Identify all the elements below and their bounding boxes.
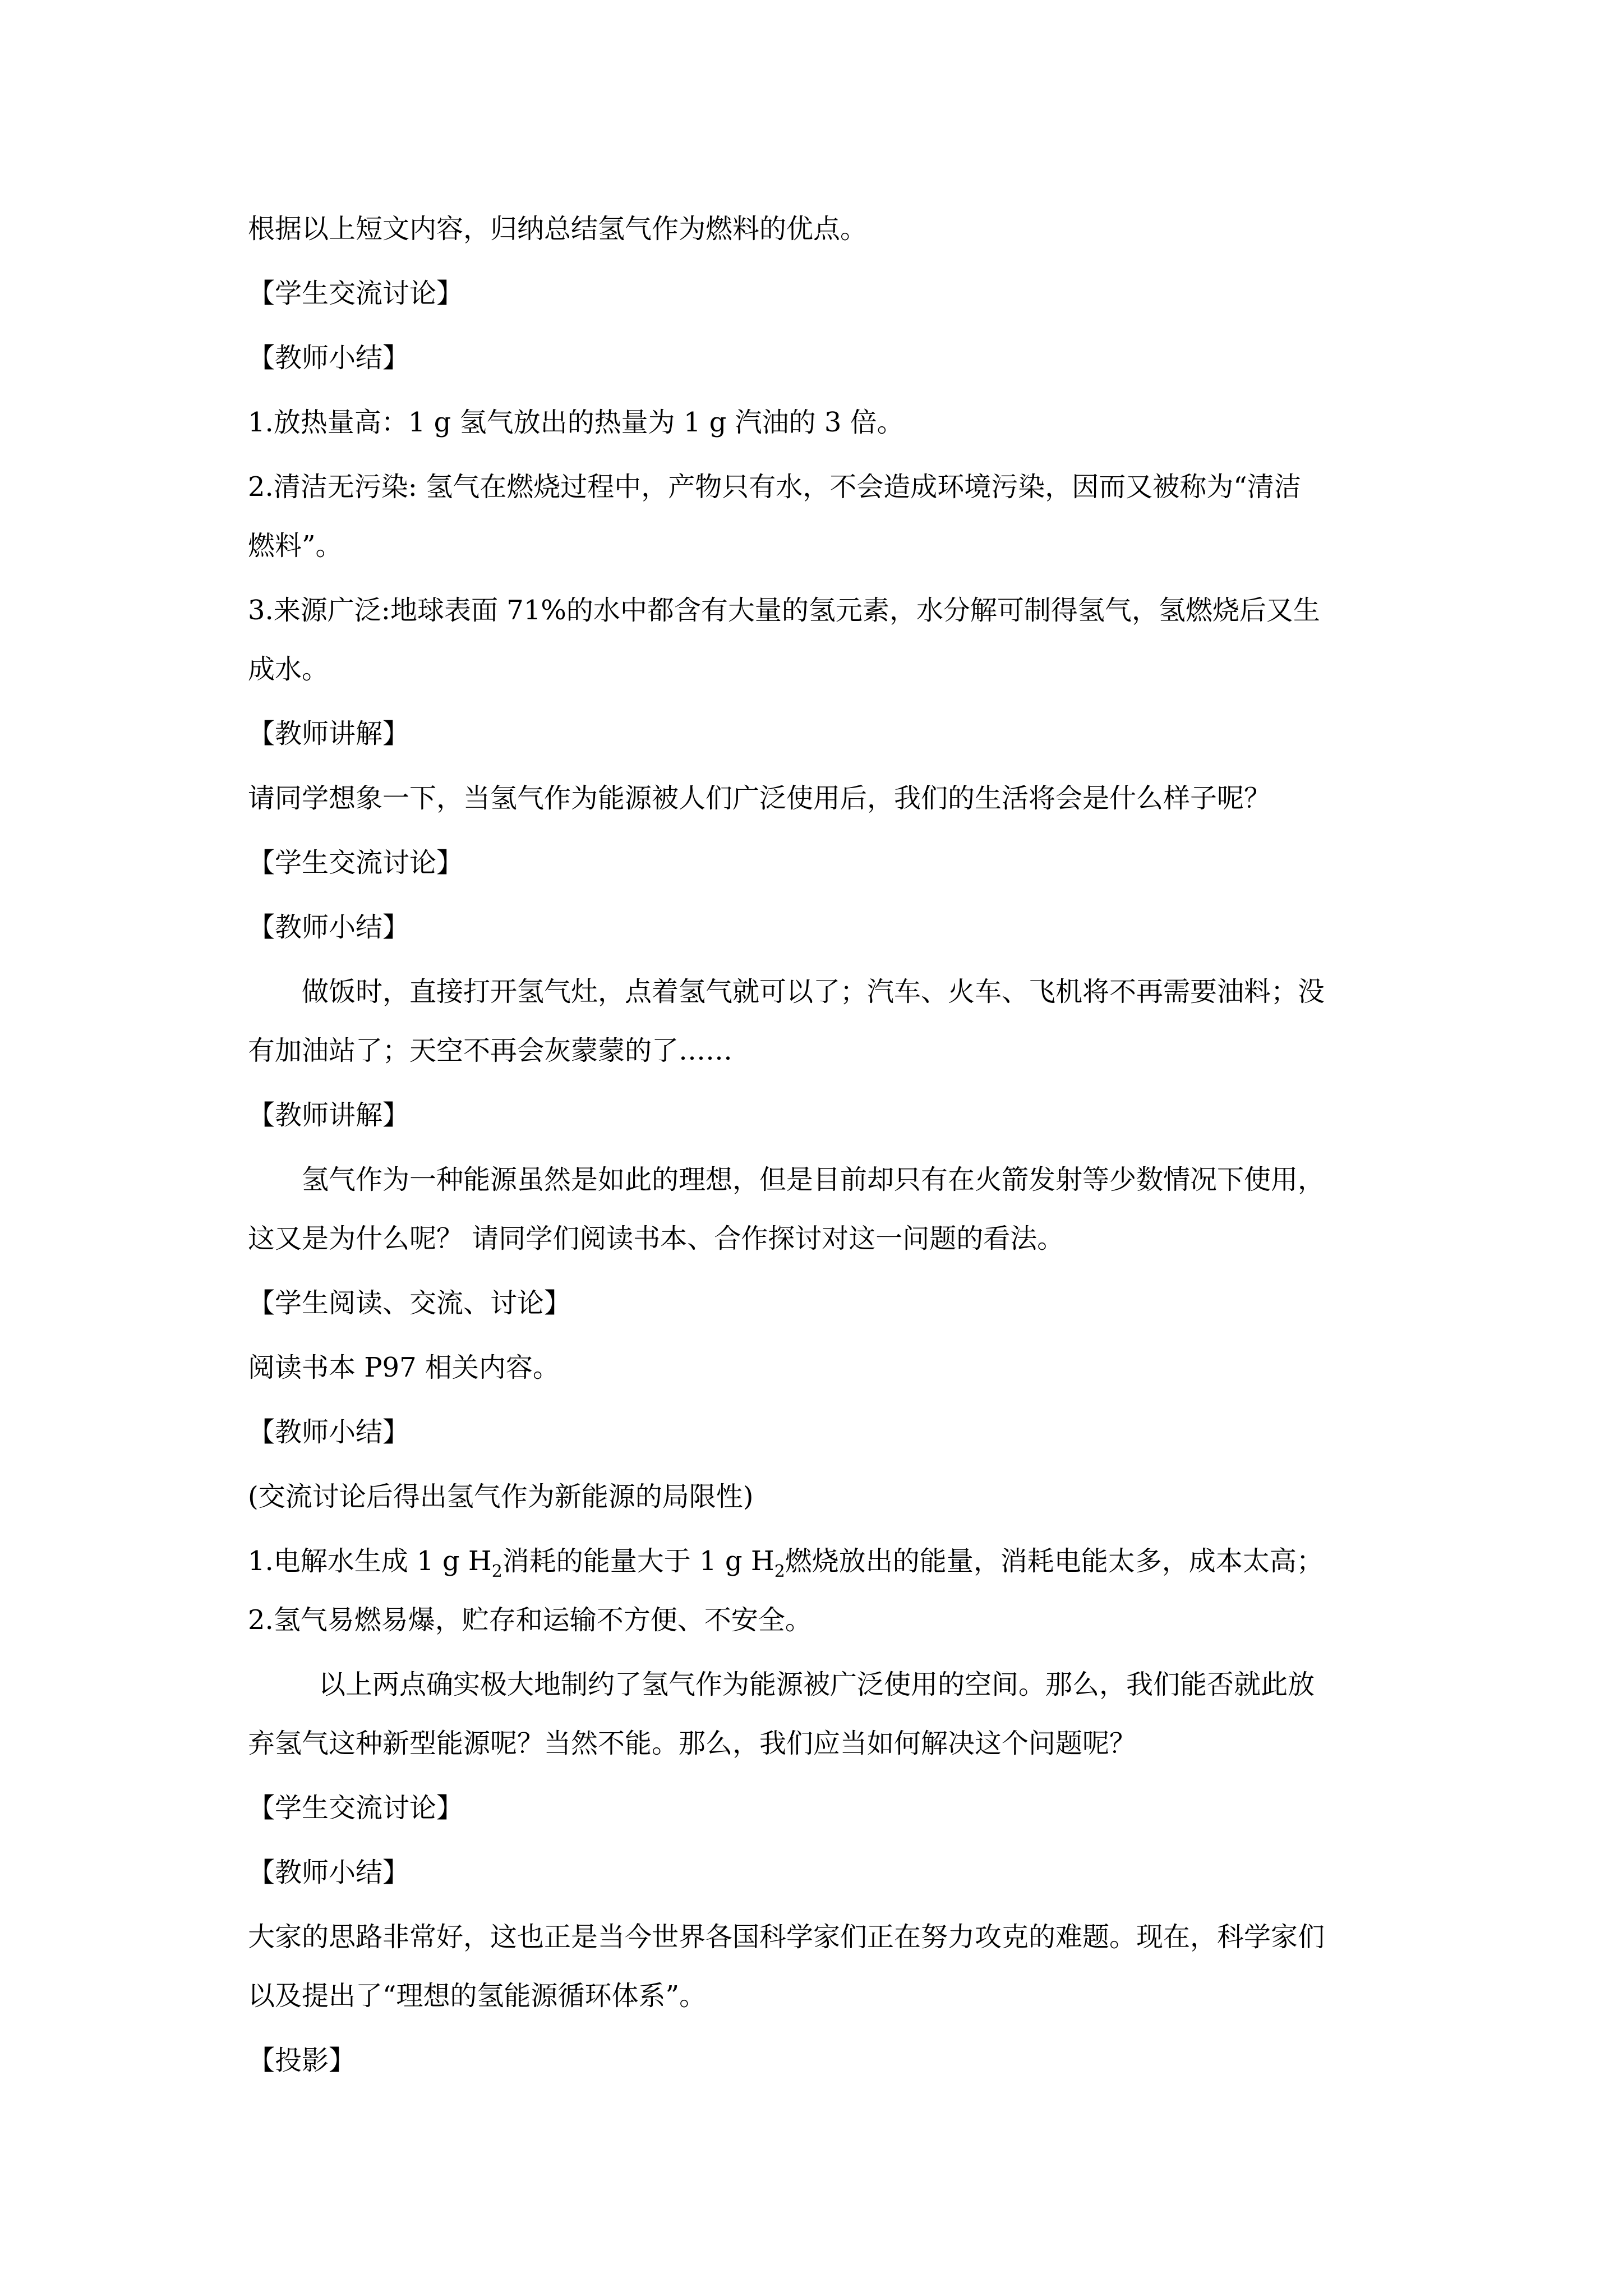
paragraph-life: 做饭时，直接打开氢气灶，点着氢气就可以了；汽车、火车、飞机将不再需要油料；没: [302, 976, 1325, 1007]
limit-1-text-a: 1.电解水生成 1 g H: [248, 1545, 492, 1577]
paragraph-conclusion-cont: 弃氢气这种新型能源呢？当然不能。那么，我们应当如何解决这个问题呢？: [248, 1728, 1137, 1759]
list-item-1: 1.放热量高：1 g 氢气放出的热量为 1 g 汽油的 3 倍。: [248, 407, 904, 438]
heading-student-read: 【学生阅读、交流、讨论】: [248, 1287, 571, 1319]
heading-teacher-explain: 【教师讲解】: [248, 718, 410, 749]
paragraph-life-cont: 有加油站了；天空不再会灰蒙蒙的了……: [248, 1035, 733, 1066]
limit-1-text-b: 消耗的能量大于 1 g H: [502, 1545, 774, 1577]
paragraph-limit: 氢气作为一种能源虽然是如此的理想，但是目前却只有在火箭发射等少数情况下使用，: [302, 1164, 1325, 1195]
paragraph-note: (交流讨论后得出氢气作为新能源的局限性): [248, 1481, 754, 1512]
limit-1-text-c: 燃烧放出的能量，消耗电能太多，成本太高；: [785, 1545, 1324, 1577]
list-item-2: 2.清洁无污染: 氢气在燃烧过程中，产物只有水，不会造成环境污染，因而又被称为“清洁: [248, 471, 1301, 503]
heading-teacher-summary-4: 【教师小结】: [248, 1857, 410, 1888]
heading-teacher-explain-2: 【教师讲解】: [248, 1099, 410, 1131]
limit-1-subscript-2: 2: [774, 1562, 785, 1581]
paragraph-conclusion: 以上两点确实极大地制约了氢气作为能源被广泛使用的空间。那么，我们能否就此放: [319, 1669, 1315, 1700]
list-item-limit-1: [248, 1544, 1324, 1582]
paragraph-limit-cont: 这又是为什么呢？ 请同学们阅读书本、合作探讨对这一问题的看法。: [248, 1223, 1064, 1254]
paragraph-intro: 根据以上短文内容，归纳总结氢气作为燃料的优点。: [248, 213, 868, 245]
paragraph-scientists: 大家的思路非常好，这也正是当今世界各国科学家们正在努力攻克的难题。现在，科学家们: [248, 1921, 1325, 1953]
heading-projection: 【投影】: [248, 2045, 356, 2076]
heading-student-discussion-2: 【学生交流讨论】: [248, 847, 464, 878]
paragraph-imagine: 请同学想象一下，当氢气作为能源被人们广泛使用后，我们的生活将会是什么样子呢？: [248, 783, 1271, 814]
list-item-3: 3.来源广泛:地球表面 71%的水中都含有大量的氢元素，水分解可制得氢气，氢燃烧后又生: [248, 595, 1320, 626]
list-item-limit-2: 2.氢气易燃易爆，贮存和运输不方便、不安全。: [248, 1604, 812, 1636]
paragraph-scientists-cont: 以及提出了“理想的氢能源循环体系”。: [248, 1980, 707, 2012]
limit-1-subscript-1: 2: [491, 1562, 502, 1581]
paragraph-read-book: 阅读书本 P97 相关内容。: [248, 1352, 560, 1383]
heading-student-discussion: 【学生交流讨论】: [248, 278, 464, 309]
heading-student-discussion-3: 【学生交流讨论】: [248, 1792, 464, 1824]
list-item-2-cont: 燃料”。: [248, 530, 343, 562]
list-item-3-cont: 成水。: [248, 654, 329, 685]
heading-teacher-summary: 【教师小结】: [248, 342, 410, 374]
heading-teacher-summary-3: 【教师小结】: [248, 1416, 410, 1448]
heading-teacher-summary-2: 【教师小结】: [248, 912, 410, 943]
